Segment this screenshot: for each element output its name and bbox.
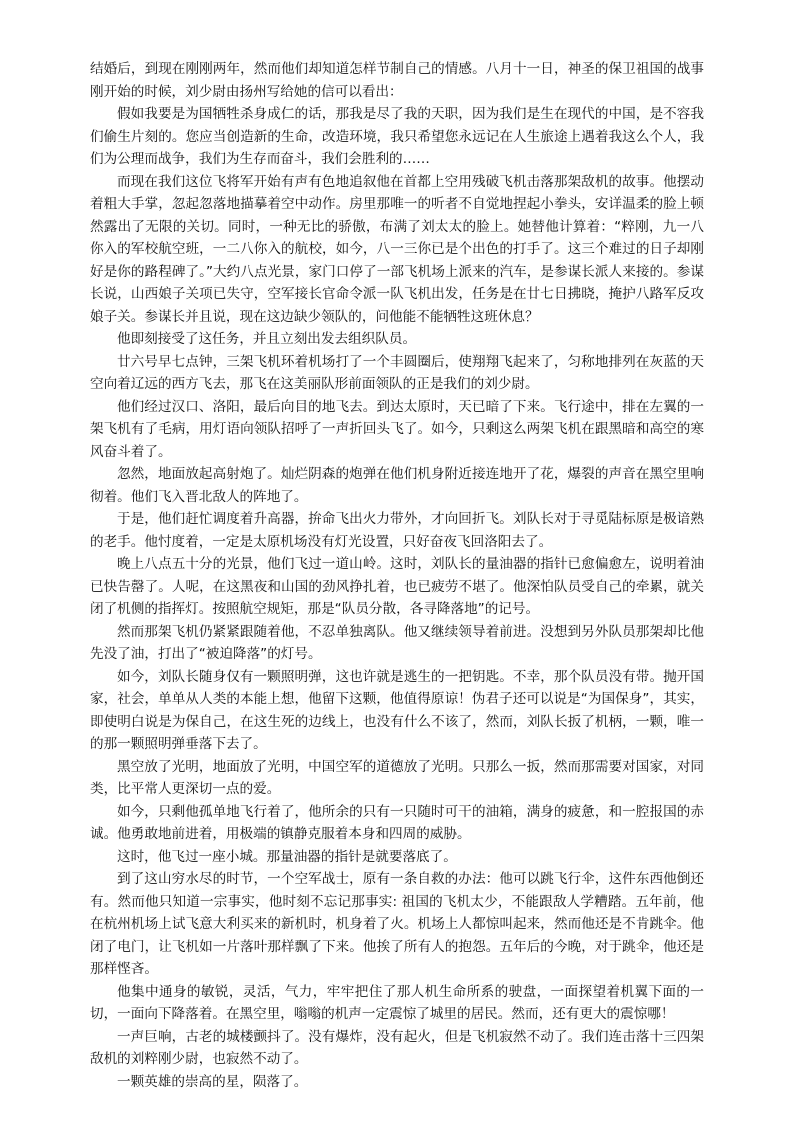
paragraph-11: 如今，刘队长随身仅有一颗照明弹，这也许就是逃生的一把钥匙。不幸，那个队员没有带。抛开国家，社会，单单从人类的本能上想，他留下这颗，他值得原谅！伪君子还可以说是“为国保身”，其实，即使明白说是为保自己，在这生死的边线上，也没有什么不该了，然而，刘队长扳了机柄，一颗，唯一的那一颗照明弹垂落下去了。	[90, 668, 704, 752]
paragraph-letter-quote: 假如我要是为国牺牲杀身成仁的话，那我是尽了我的天职，因为我们是生在现代的中国，是不容我们偷生片刻的。您应当创造新的生命，改造环境，我只希望您永远记在人生旅途上遇着我这么个人，我们为公理而战争，我们为生存而奋斗，我们会胜利的……	[90, 106, 704, 167]
paragraph-8: 于是，他们赶忙调度着升高器，拚命飞出火力带外，才向回折飞。刘队长对于寻觅陆标原是极谙熟的老手。他忖度着，一定是太原机场没有灯光设置，只好奋夜飞回洛阳去了。	[90, 511, 704, 550]
paragraph-7: 忽然，地面放起高射炮了。灿烂阴森的炮弹在他们机身附近接连地开了花，爆裂的声音在黑空里响彻着。他们飞入晋北敌人的阵地了。	[90, 466, 704, 505]
paragraph-18: 一颗英雄的崇高的星，陨落了。	[117, 1073, 308, 1090]
paragraph-17: 一声巨响，古老的城楼颤抖了。没有爆炸，没有起火，但是飞机寂然不动了。我们连击落十三四架敌机的刘粹刚少尉，也寂然不动了。	[90, 1028, 704, 1067]
article-body	[90, 58, 704, 1093]
paragraph-12: 黑空放了光明，地面放了光明，中国空军的道德放了光明。只那么一扳，然而那需要对国家，对同类，比平常人更深切一点的爱。	[90, 758, 704, 797]
paragraph-1: 结婚后，到现在刚刚两年，然而他们却知道怎样节制自己的情感。八月十一日，神圣的保卫祖国的战事刚开始的时候，刘少尉由扬州写给她的信可以看出：	[90, 61, 704, 100]
paragraph-10: 然而那架飞机仍紧紧跟随着他，不忍单独离队。他又继续领导着前进。没想到另外队员那架却比他先没了油，打出了“被迫降落”的灯号。	[90, 623, 704, 662]
paragraph-14: 这时，他飞过一座小城。那量油器的指针是就要落底了。	[117, 848, 457, 865]
paragraph-16: 他集中通身的敏锐，灵活，气力，牢牢把住了那人机生命所系的驶盘，一面探望着机翼下面的一切，一面向下降落着。在黑空里，嗡嗡的机声一定震惊了城里的居民。然而，还有更大的震惊哪！	[90, 983, 704, 1022]
paragraph-9: 晚上八点五十分的光景，他们飞过一道山岭。这时，刘队长的量油器的指针已愈偏愈左，说明着油已快告罄了。人呢，在这黑夜和山国的劲风挣扎着，也已疲劳不堪了。他深怕队员受自己的牵累，就关闭了机侧的指挥灯。按照航空规矩，那是“队员分散，各寻降落地”的记号。	[90, 556, 704, 617]
paragraph-13: 如今，只剩他孤单地飞行着了，他所余的只有一只随时可干的油箱，满身的疲惫，和一腔报国的赤诚。他勇敢地前进着，用极端的镇静克服着本身和四周的威胁。	[90, 803, 704, 842]
paragraph-15: 到了这山穷水尽的时节，一个空军战士，原有一条自救的办法：他可以跳飞行伞，这件东西他倒还有。然而他只知道一宗事实，他时刻不忘记那事实: 祖国的飞机太少，不能跟敌人学糟踏。五年前，他在杭州机场上试飞意大利买来的新机时，机身着了火。机场上人都惊叫起来，然而他还是不肯跳伞。他闭了电门，让飞机如一片落叶那样飘了下来。他挨了所有人的抱怨。五年后的今晚，对于跳伞，他还是那样悭吝。	[90, 871, 704, 977]
paragraph-6: 他们经过汉口、洛阳，最后向目的地飞去。到达太原时，天已暗了下来。飞行途中，排在左翼的一架飞机有了毛病，用灯语向领队招呼了一声折回头飞了。如今，只剩这么两架飞机在跟黑暗和高空的寒风奋斗着了。	[90, 398, 704, 460]
paragraph-4: 他即刻接受了这任务，并且立刻出发去组织队员。	[117, 331, 417, 347]
paragraph-3: 而现在我们这位飞将军开始有声有色地追叙他在首都上空用残破飞机击落那架敌机的故事。他摆动着粗大手掌，忽起忽落地描摹着空中动作。房里那唯一的听者不自觉地捏起小拳头，安详温柔的脸上顿然露出了无限的关切。同时，一种无比的骄傲，布满了刘太太的脸上。她替他计算着：“粹刚，九一八你入的军校航空班，一二八你入的航校，如今，八一三你已是个出色的打手了。这三个难过的日子却刚好是你的路程碑了。”大约八点光景，家门口停了一部飞机场上派来的汽车，是参谋长派人来接的。参谋长说，山西娘子关项已失守，空军接长官命令派一队飞机出发，任务是在廿七日拂晓，掩护八路军反攻娘子关。参谋长并且说，现在这边缺少领队的，问他能不能牺牲这班休息？	[90, 173, 704, 325]
paragraph-5: 廿六号早七点钟，三架飞机环着机场打了一个丰圆圈后，使翔翔飞起来了，匀称地排列在灰蓝的天空向着辽远的西方飞去，那飞在这美丽队形前面领队的正是我们的刘少尉。	[90, 353, 704, 392]
